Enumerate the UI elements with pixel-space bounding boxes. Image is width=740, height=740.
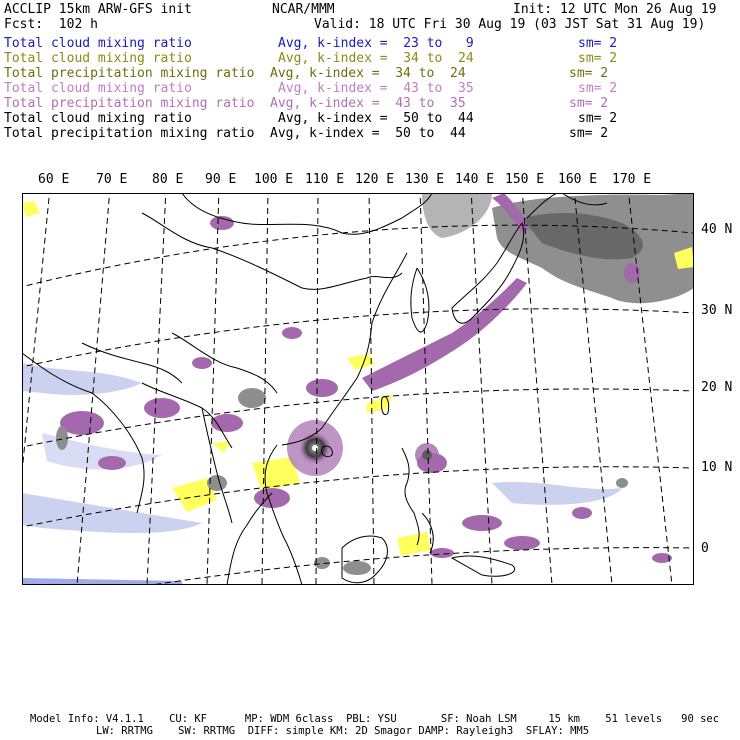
legend-smooth: sm= 2 (578, 51, 618, 66)
legend-smooth: sm= 2 (578, 111, 618, 126)
legend-levels: Avg, k-index = 34 to 24 (278, 51, 474, 66)
legend-field: Total cloud mixing ratio (4, 81, 192, 96)
lon-label: 110 E (305, 172, 345, 187)
lat-label: 20 N (701, 380, 733, 395)
lon-label: 80 E (152, 172, 184, 187)
model-title: ACCLIP 15km ARW-GFS init (4, 2, 192, 17)
valid-time: Valid: 18 UTC Fri 30 Aug 19 (03 JST Sat 31 Aug 19) (314, 17, 706, 32)
lon-label: 120 E (355, 172, 395, 187)
lon-label: 130 E (405, 172, 445, 187)
legend-levels: Avg, k-index = 34 to 24 (270, 66, 466, 81)
legend-levels: Avg, k-index = 43 to 35 (270, 96, 466, 111)
forecast-hour: Fcst: 102 h (4, 17, 98, 32)
lon-label: 140 E (455, 172, 495, 187)
storm-core (422, 450, 432, 460)
lat-label: 40 N (701, 222, 733, 237)
legend-levels: Avg, k-index = 43 to 35 (278, 81, 474, 96)
legend-field: Total precipitation mixing ratio (4, 96, 255, 111)
legend-field: Total cloud mixing ratio (4, 111, 192, 126)
init-time: Init: 12 UTC Mon 26 Aug 19 (513, 2, 717, 17)
legend-field: Total precipitation mixing ratio (4, 66, 255, 81)
legend-smooth: sm= 2 (569, 66, 609, 81)
legend-field: Total cloud mixing ratio (4, 51, 192, 66)
model-info-line: Model Info: V4.1.1 CU: KF MP: WDM 6class PBL: YSU SF: Noah LSM 15 km 51 levels 90 sec (30, 713, 720, 725)
legend-smooth: sm= 2 (578, 36, 618, 51)
lon-label: 170 E (612, 172, 652, 187)
legend-smooth: sm= 2 (578, 81, 618, 96)
legend-levels: Avg, k-index = 23 to 9 (278, 36, 474, 51)
legend-field: Total cloud mixing ratio (4, 36, 192, 51)
lon-label: 100 E (254, 172, 294, 187)
center-label: NCAR/MMM (272, 2, 335, 17)
lon-label: 160 E (558, 172, 598, 187)
legend-levels: Avg, k-index = 50 to 44 (278, 111, 474, 126)
forecast-map (22, 193, 694, 585)
legend-smooth: sm= 2 (569, 126, 609, 141)
lat-label: 10 N (701, 460, 733, 475)
legend-levels: Avg, k-index = 50 to 44 (270, 126, 466, 141)
lon-label: 70 E (96, 172, 128, 187)
lon-label: 150 E (505, 172, 545, 187)
lat-label: 30 N (701, 303, 733, 318)
lat-label: 0 (701, 541, 709, 556)
physics-info-line: LW: RRTMG SW: RRTMG DIFF: simple KM: 2D Smagor DAMP: Rayleigh3 SFLAY: MM5 (96, 725, 590, 737)
lon-label: 60 E (38, 172, 70, 187)
legend-field: Total precipitation mixing ratio (4, 126, 255, 141)
lon-label: 90 E (205, 172, 237, 187)
legend-smooth: sm= 2 (569, 96, 609, 111)
